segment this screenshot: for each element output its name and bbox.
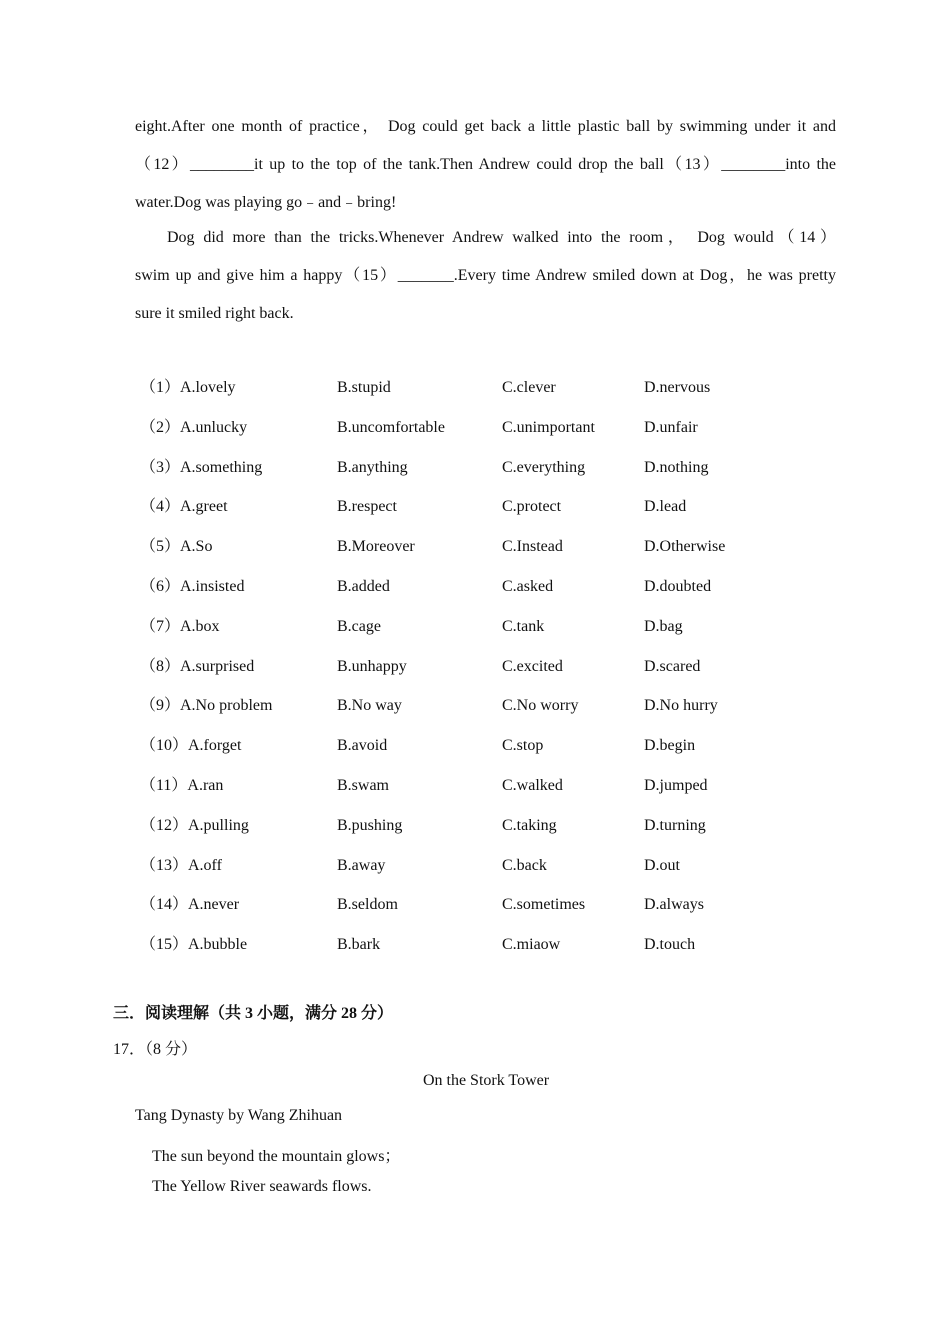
option-c: C.everything — [502, 458, 586, 476]
option-row — [140, 686, 840, 726]
option-row — [140, 846, 840, 886]
option-d: D.turning — [644, 816, 706, 834]
option-a: （4）A.greet — [140, 498, 228, 516]
option-b: B.swam — [337, 776, 389, 794]
option-row — [140, 766, 840, 806]
option-c: C.sometimes — [502, 896, 586, 914]
option-b: B.anything — [337, 458, 408, 476]
option-c: C.stop — [502, 737, 544, 755]
passage-line: sure it smiled right back. — [135, 305, 294, 322]
option-c: C.Instead — [502, 538, 563, 556]
option-a: （1）A.lovely — [140, 379, 236, 396]
option-b: B.avoid — [337, 737, 388, 755]
option-b: B.Moreover — [337, 538, 415, 556]
option-c: C.No worry — [502, 697, 579, 715]
option-d: D.bag — [644, 617, 683, 635]
option-b: B.cage — [337, 617, 381, 635]
option-c: C.asked — [502, 577, 554, 595]
option-b: B.seldom — [337, 896, 398, 914]
option-b: B.respect — [337, 498, 397, 516]
option-b: B.bark — [337, 936, 381, 954]
option-d: D.begin — [644, 737, 696, 755]
option-row — [140, 527, 840, 567]
passage-paragraph-2 — [135, 219, 836, 333]
option-row — [140, 487, 840, 527]
option-c: C.taking — [502, 816, 557, 834]
section-heading: 三．阅读理解（共 3 小题，满分 28 分） — [113, 1005, 394, 1022]
option-c: C.tank — [502, 617, 545, 635]
option-d: D.out — [644, 856, 680, 874]
poem-title: On the Stork Tower — [422, 1072, 550, 1089]
option-a: （2）A.unlucky — [140, 418, 248, 436]
passage-paragraph-1 — [135, 108, 836, 222]
option-d: D.scared — [644, 657, 701, 675]
option-d: D.doubted — [644, 577, 712, 595]
option-a: （9）A.No problem — [140, 697, 273, 715]
option-c: C.miaow — [502, 936, 561, 954]
option-row — [140, 647, 840, 687]
option-row — [140, 885, 840, 925]
option-d: D.touch — [644, 936, 696, 954]
option-a: （13）A.off — [140, 856, 222, 874]
option-d: D.Otherwise — [644, 538, 726, 556]
option-row — [140, 567, 840, 607]
passage-line: eight.After one month of practice， Dog could get back a little plastic ball by swimming under it and — [135, 118, 836, 135]
option-row — [140, 607, 840, 647]
option-c: C.unimportant — [502, 418, 595, 436]
option-b: B.unhappy — [337, 657, 407, 675]
option-row — [140, 925, 840, 965]
option-d: D.jumped — [644, 776, 708, 794]
option-d: D.nervous — [644, 379, 711, 396]
option-b: B.away — [337, 856, 386, 874]
option-a: （8）A.surprised — [140, 657, 255, 675]
option-d: D.always — [644, 896, 704, 914]
option-d: D.No hurry — [644, 697, 718, 715]
option-c: C.protect — [502, 498, 562, 516]
option-row — [140, 448, 840, 488]
option-b: B.uncomfortable — [337, 418, 445, 436]
question-number: 17．（8 分） — [113, 1041, 198, 1058]
option-c: C.back — [502, 856, 547, 874]
option-row — [140, 408, 840, 448]
option-row — [140, 726, 840, 766]
option-a: （5）A.So — [140, 538, 213, 556]
option-a: （11）A.ran — [140, 776, 224, 794]
option-b: B.stupid — [337, 379, 391, 396]
option-a: （10）A.forget — [140, 737, 242, 755]
option-b: B.pushing — [337, 816, 403, 834]
option-b: B.No way — [337, 697, 402, 715]
option-d: D.nothing — [644, 458, 709, 476]
option-b: B.added — [337, 577, 390, 595]
option-a: （14）A.never — [140, 896, 240, 914]
option-a: （6）A.insisted — [140, 577, 245, 595]
passage-line: water.Dog was playing go﹣and﹣bring! — [135, 194, 397, 211]
poem-line: The Yellow River seawards flows. — [152, 1178, 372, 1195]
option-row — [140, 806, 840, 846]
passage-line: swim up and give him a happy（15）_______.Every time Andrew smiled down at Dog，he was pretty — [135, 267, 836, 284]
option-a: （7）A.box — [140, 617, 220, 635]
options-table — [140, 368, 840, 965]
passage-line: （12）________it up to the top of the tank.Then Andrew could drop the ball（13）________into the — [135, 156, 836, 173]
option-d: D.lead — [644, 498, 687, 516]
option-c: C.clever — [502, 379, 556, 396]
option-a: （15）A.bubble — [140, 936, 248, 954]
option-a: （3）A.something — [140, 458, 263, 476]
option-c: C.walked — [502, 776, 563, 794]
option-c: C.excited — [502, 657, 563, 675]
option-row — [140, 368, 840, 408]
poem-line: The sun beyond the mountain glows； — [152, 1148, 401, 1165]
option-d: D.unfair — [644, 418, 698, 436]
option-a: （12）A.pulling — [140, 816, 249, 834]
poem-author: Tang Dynasty by Wang Zhihuan — [135, 1107, 343, 1124]
passage-line: Dog did more than the tricks.Whenever Andrew walked into the room， Dog would（14） — [167, 229, 837, 246]
